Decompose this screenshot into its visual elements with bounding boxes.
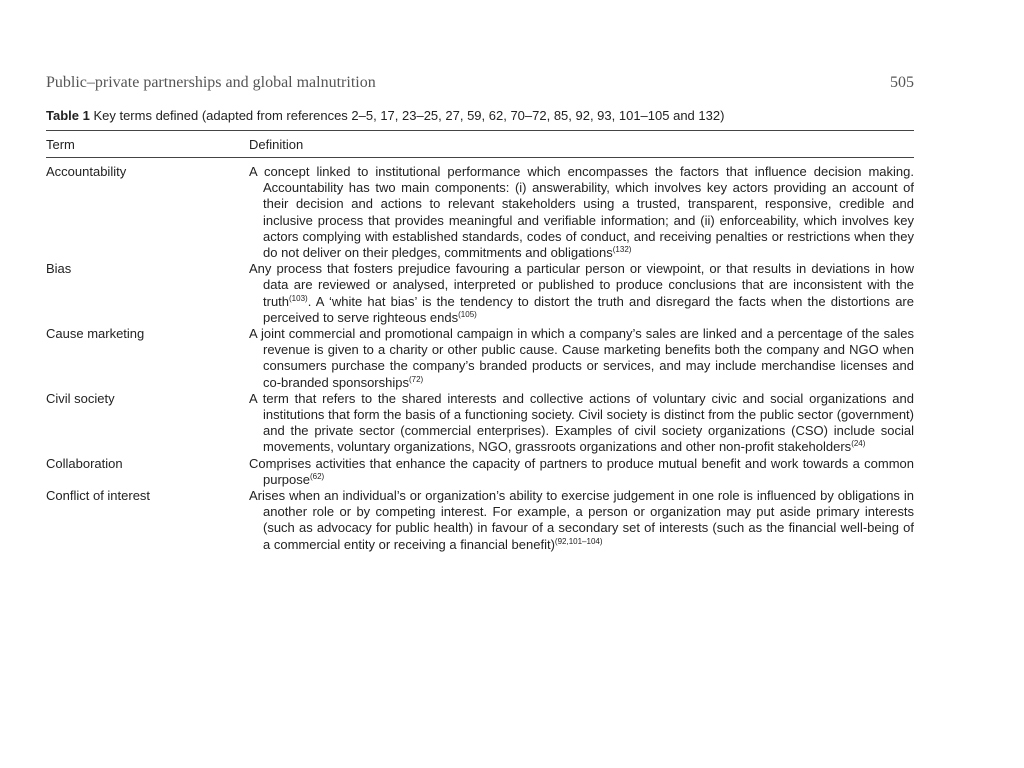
term-cell: Accountability [46,164,127,179]
running-head [46,74,914,96]
definition-cell [249,456,914,488]
table-body [46,164,914,584]
reference-superscript: (92,101–104) [554,536,603,546]
term-cell: Bias [46,261,72,277]
definition-text-continued: . A ‘white hat bias’ is the tendency to distort the truth and disregard the facts when the distortions are perceived to serve righteous ends [263,293,914,325]
definition-cell [249,164,914,261]
term-cell: Conflict of interest [46,488,151,504]
table-top-rule [46,130,914,131]
definition-cell [249,488,914,553]
table-header-rule [46,157,914,158]
page-number: 505 [890,74,914,91]
table-caption-label: Table 1 [46,108,90,123]
table-caption-text: Key terms defined (adapted from references 2–5, 17, 23–25, 27, 59, 62, 70–72, 85, 92, 93, 101–105 and 132) [89,108,725,123]
running-title: Public–private partnerships and global malnutrition [46,74,376,91]
definition-text: Comprises activities that enhance the capacity of partners to produce mutual benefit and work towards a common purpose [249,455,914,487]
table-row-bias [46,261,914,326]
definition-cell [249,391,914,456]
table-row-cause-marketing [46,326,914,391]
reference-superscript: (72) [408,374,424,384]
definition-text: A joint commercial and promotional campaign in which a company’s sales are linked and a percentage of the sales revenue is given to a charity or other public cause. Cause marketing benefits both the company and NGO when consumers purchase the company’s branded products or services, and may include merchandise licenses and co-branded sponsorships [249,326,914,390]
table-caption [46,108,926,123]
definition-text: Any process that fosters prejudice favouring a particular person or viewpoint, or that results in deviations in how data are reviewed or analysed, interpreted or published to produce conclusions that are inconsistent with the truth [249,261,914,309]
term-cell: Civil society [46,390,115,406]
table-header-row [46,137,914,155]
definition-text: A term that refers to the shared interests and collective actions of voluntary civic and social organizations and institutions that form the basis of a functioning society. Civil society is distinct from the public sector (government) and the private sector (commercial enterprises). Examples of civil society organizations (CSO) include social movements, voluntary organizations, NGO, grassroots organizations and other non-profit stakeholders [249,390,914,455]
reference-superscript: (24) [851,439,866,449]
definition-cell [249,326,914,391]
definition-cell [249,261,914,326]
column-header-definition: Definition [249,137,304,152]
table-row-collaboration [46,456,914,488]
table-row-civil-society [46,391,914,456]
definition-text: A concept linked to institutional performance which encompasses the factors that influence decision making. Accountability has two main components: (i) answerability, which involves key actors providing an account of their decision and actions to relevant stakeholders using a trusted, transparent, responsive, credible and inclusive process that provides meaningful and verifiable information; and (ii) enforceability, which involves key actors complying with established standards, codes of conduct, and receiving penalties or restrictions when they do not deliver on their pledges, commitments and obligations [249,164,914,261]
reference-superscript: (62) [309,471,325,481]
table-row-conflict-of-interest [46,488,914,553]
term-cell: Cause marketing [46,326,145,342]
column-header-term: Term [46,137,75,152]
reference-superscript: (105) [458,309,477,319]
definition-text: Arises when an individual’s or organization’s ability to exercise judgement in one role is influenced by obligations in another role or by competing interest. For example, a person or organization may put aside primary interests (such as advocacy for public health) in favour of a secondary set of interests (such as the financial well-being of a commercial entity or receiving a financial benefit) [249,488,914,552]
reference-superscript: (103) [289,293,308,303]
reference-superscript: (132) [612,245,632,255]
term-cell: Collaboration [46,455,123,471]
table-row-accountability [46,164,914,261]
